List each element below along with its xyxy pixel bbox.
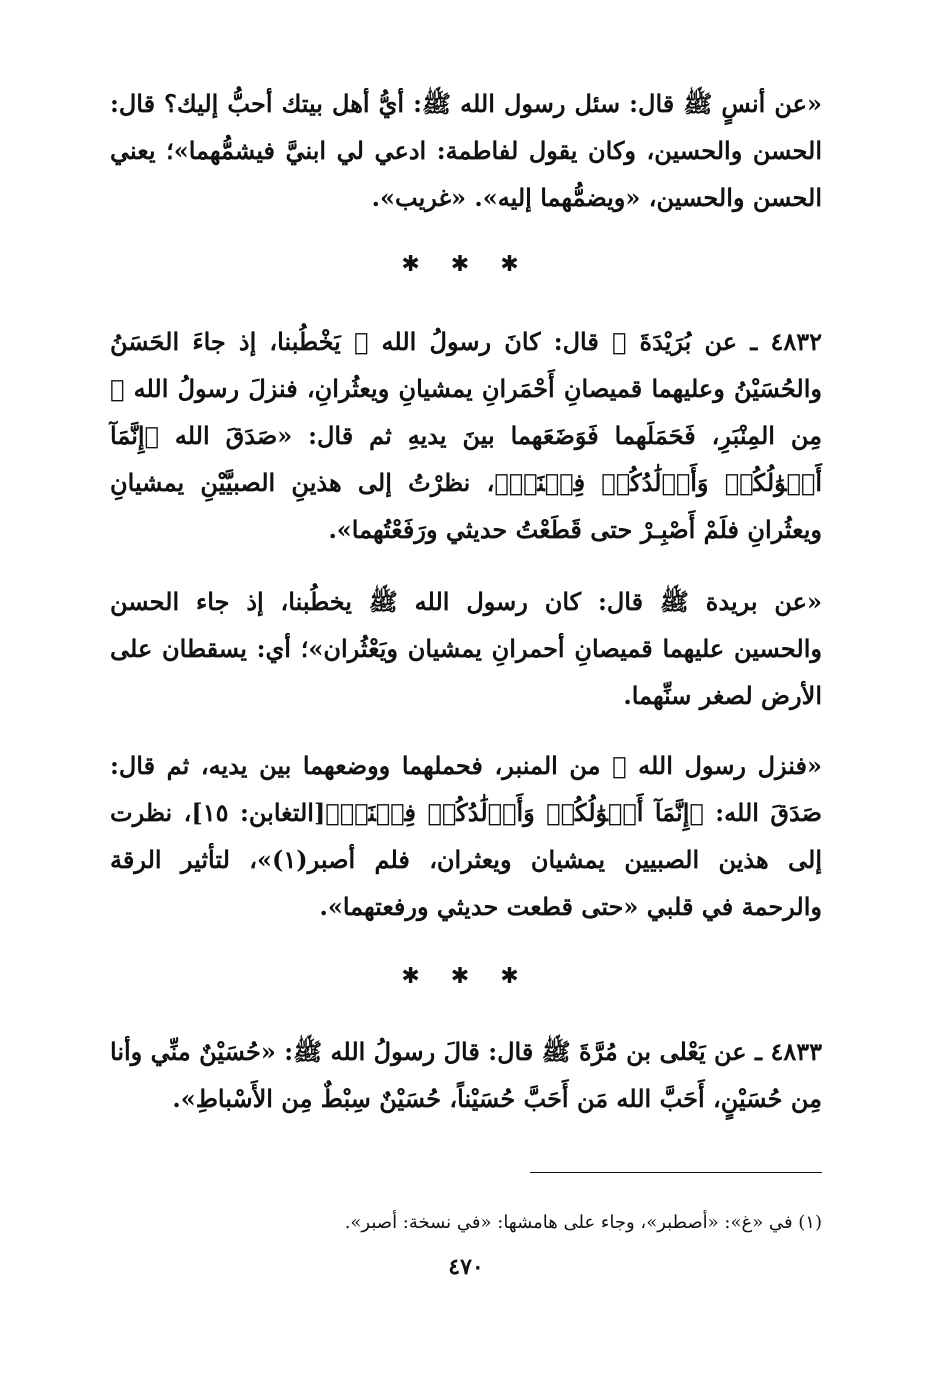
page-number: ٤٧٠	[448, 1254, 484, 1280]
footnote-divider	[530, 1172, 822, 1173]
section-separator: ✱ ✱ ✱	[401, 252, 531, 277]
footnote: (١) في «غ»: «أصطبر»، وجاء على هامشها: «في نسخة: أصبر».	[344, 1212, 822, 1233]
hadith-4833-text: ٤٨٣٣ ـ عن يَعْلى بن مُرَّةَ ﷺ قال: قالَ رسولُ الله ﷺ: «حُسَيْنٌ منِّي وأنا مِن حُسَيْنٍ، أَحَبَّ الله مَن أَحَبَّ حُسَيْناً، حُسَيْنٌ سِبْطٌ مِن الأَسْباطِ».	[110, 1037, 822, 1113]
hadith-commentary-paragraph-2: «عن بريدة ﷺ قال: كان رسول الله ﷺ يخطُبنا، إذ جاء الحسن والحسين عليهما قميصانِ أحمرانِ يمشيان ويَعْثُران»؛ أي: يسقطان على الأرض لصغر سنِّهما.	[110, 587, 822, 710]
hadith-commentary-paragraph-1: «عن أنسٍ ﷺ قال: سئل رسول الله ﷺ: أيُّ أهل بيتك أحبُّ إليك؟ قال: الحسن والحسين، وكان يقول لفاطمة: ادعي لي ابنيَّ فيشمُّهما»؛ يعني الحسن والحسين، «ويضمُّهما إليه». «غريب».	[110, 89, 822, 212]
hadith-4832-text: ٤٨٣٢ ـ عن بُرَيْدَةَ ﷺ قال: كانَ رسولُ الله ﷺ يَخْطُبنا، إذ جاءَ الحَسَنُ والحُسَيْنُ وعليهما قميصانِ أَحْمَرانِ يمشيانِ ويعثُرانِ، فنزلَ رسولُ الله ﷺ مِن المِنْبَرِ، فَحَمَلَهما فَوَضَعَهما بينَ يديهِ ثم قال: «صَدَقَ الله ﴿إِنَّمَآ أَمۡوَٰلُكُمۡ وَأَوۡلَٰدُكُمۡ فِتۡنَةٞ﴾، نظرْتُ إلى هذينِ الصبيَّيْنِ يمشيانِ ويعثُرانِ فلَمْ أَصْبِـرْ حتى قَطَعْتُ حديثي ورَفَعْتُهما».	[110, 327, 822, 544]
hadith-commentary-paragraph-3: «فنزل رسول الله ﷺ من المنبر، فحملهما ووضعهما بين يديه، ثم قال: صَدَقَ الله: ﴿إِنَّمَآ أَمۡوَٰلُكُمۡ وَأَوۡلَٰدُكُمۡ فِتۡنَةٞ﴾[التغابن: ١٥]، نظرت إلى هذين الصبيين يمشيان ويعثران، فلم أصبر(١)»، لتأثير الرقة والرحمة في قلبي «حتى قطعت حديثي ورفعتهما».	[110, 751, 822, 921]
section-separator: ✱ ✱ ✱	[401, 964, 531, 989]
